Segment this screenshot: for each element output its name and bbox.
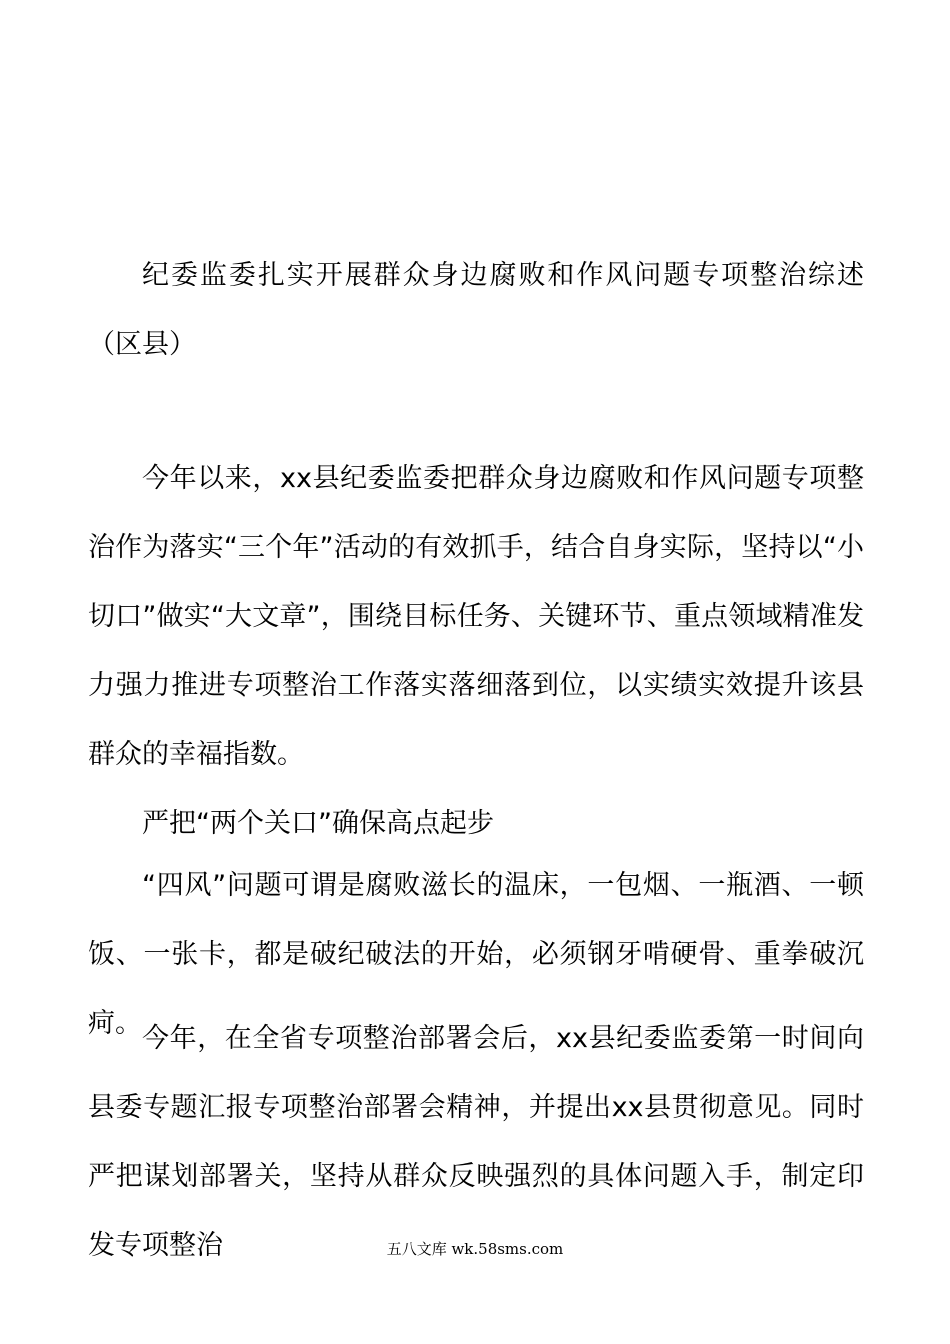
paragraph-four-winds: “四风”问题可谓是腐败滋长的温床，一包烟、一瓶酒、一顿饭、一张卡，都是破纪破法的开始，必须钢牙啃硬骨、重拳破沉疴。 bbox=[88, 870, 864, 1039]
paragraph-intro: 今年以来，xx县纪委监委把群众身边腐败和作风问题专项整治作为落实“三个年”活动的有效抓手，结合自身实际，坚持以“小切口”做实“大文章”，围绕目标任务、关键环节、重点领域精准发力强力推进专项整治工作落实落细落到位，以实绩实效提升该县群众的幸福指数。 bbox=[88, 463, 864, 770]
section-heading: 严把“两个关口”确保高点起步 bbox=[142, 808, 494, 839]
document-title: 纪委监委扎实开展群众身边腐败和作风问题专项整治综述（区县） bbox=[88, 260, 864, 360]
footer-watermark: 五八文库 wk.58sms.com bbox=[386, 1240, 564, 1258]
paragraph-deployment: 今年，在全省专项整治部署会后，xx县纪委监委第一时间向县委专题汇报专项整治部署会精神，并提出xx县贯彻意见。同时严把谋划部署关，坚持从群众反映强烈的具体问题入手，制定印发专项整治 bbox=[88, 1023, 864, 1261]
